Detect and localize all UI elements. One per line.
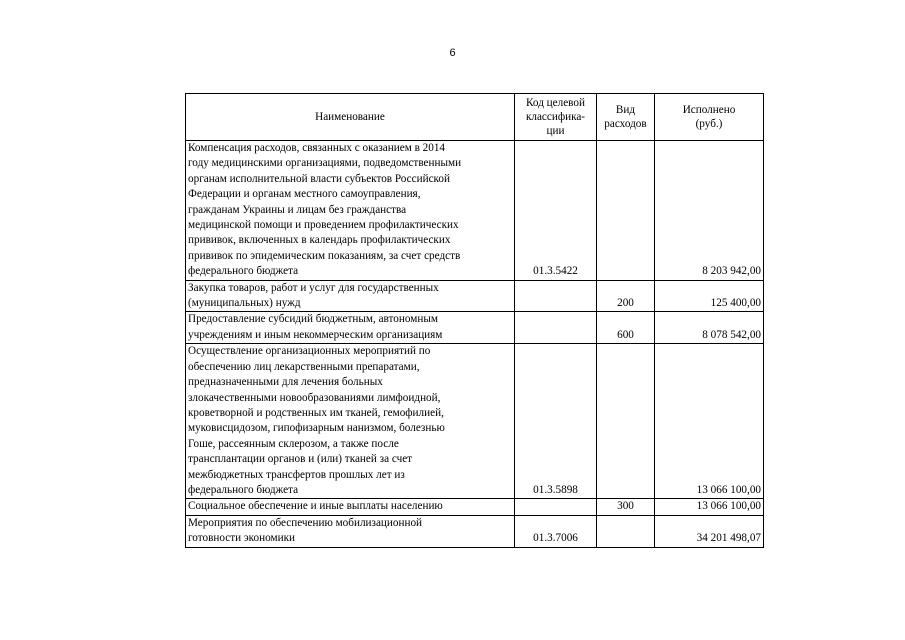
row-code: 01.3.7006 xyxy=(515,515,597,547)
row-name-line: Социальное обеспечение и иные выплаты населению xyxy=(188,500,443,513)
table-row xyxy=(186,280,764,312)
row-name-line: предназначенными для лечения больных xyxy=(188,376,383,389)
table-row xyxy=(186,344,764,499)
table-row xyxy=(186,499,764,515)
row-amount: 8 203 942,00 xyxy=(655,141,764,281)
header-amount-line: (руб.) xyxy=(695,118,723,130)
row-name-line: Осуществление организационных мероприятий по xyxy=(188,345,431,358)
row-type: 600 xyxy=(597,312,655,344)
row-name-line: Компенсация расходов, связанных с оказанием в 2014 xyxy=(188,142,446,154)
row-name-line: Предоставление субсидий бюджетным, автономным xyxy=(188,313,438,326)
header-code xyxy=(515,94,597,141)
row-name-line: гражданам Украины и лицам без гражданства xyxy=(188,203,407,216)
row-type xyxy=(597,344,655,499)
row-amount: 13 066 100,00 xyxy=(655,499,764,515)
row-code: 01.3.5898 xyxy=(515,344,597,499)
row-name-line: прививок, включенных в календарь профилактических xyxy=(188,234,451,247)
row-name-line: муковисцидозом, гипофизарным нанизмом, болезнью xyxy=(188,422,445,435)
row-code xyxy=(515,280,597,312)
row-code: 01.3.5422 xyxy=(515,141,597,281)
row-type: 200 xyxy=(597,280,655,312)
row-amount: 125 400,00 xyxy=(655,280,764,312)
row-name-line: прививок по эпидемическим показаниям, за счет средств xyxy=(188,249,461,262)
row-amount: 13 066 100,00 xyxy=(655,344,764,499)
row-name-line: медицинской помощи и проведением профилактических xyxy=(188,219,459,232)
budget-table xyxy=(185,93,764,548)
header-type xyxy=(597,94,655,141)
row-name xyxy=(186,344,515,499)
row-name xyxy=(186,499,515,515)
table-row xyxy=(186,141,764,281)
header-amount-line: Исполнено xyxy=(682,104,736,116)
table-row xyxy=(186,312,764,344)
row-code xyxy=(515,499,597,515)
header-code-line: ции xyxy=(546,125,565,137)
row-name xyxy=(186,141,515,281)
row-name-line: Закупка товаров, работ и услуг для государственных xyxy=(188,281,439,294)
row-amount: 8 078 542,00 xyxy=(655,312,764,344)
page-number: 6 xyxy=(449,47,456,59)
row-type xyxy=(597,141,655,281)
row-type: 300 xyxy=(597,499,655,515)
table-row xyxy=(186,515,764,547)
row-name-line: Федерации и органам местного самоуправления, xyxy=(188,188,421,201)
header-code-line: Код целевой xyxy=(526,97,585,109)
row-name-line: межбюджетных трансфертов прошлых лет из xyxy=(188,468,405,481)
row-name xyxy=(186,280,515,312)
row-name-line: (муниципальных) нужд xyxy=(188,297,301,310)
row-name xyxy=(186,515,515,547)
row-name-line: году медицинскими организациями, подведомственными xyxy=(188,157,462,170)
row-name-line: федерального бюджета xyxy=(188,483,299,496)
row-name-line: обеспечению лиц лекарственными препаратами, xyxy=(188,360,420,373)
row-type xyxy=(597,515,655,547)
row-name-line: учреждениям и иным некоммерческим организациям xyxy=(188,328,443,341)
header-code-line: классифика- xyxy=(525,111,586,123)
header-type-line: расходов xyxy=(604,118,647,130)
row-name-line: кроветворной и родственных им тканей, гемофилией, xyxy=(188,406,444,419)
header-type-line: Вид xyxy=(615,104,636,116)
header-name: Наименование xyxy=(186,94,515,141)
row-name-line: готовности экономики xyxy=(188,532,295,545)
row-name-line: злокачественными новообразованиями лимфоидной, xyxy=(188,391,441,404)
row-name-line: Гоше, рассеянным склерозом, а также после xyxy=(188,437,399,450)
row-name-line: трансплантации органов и (или) тканей за счет xyxy=(188,453,413,466)
row-amount: 34 201 498,07 xyxy=(655,515,764,547)
row-name-line: органам исполнительной власти субъектов Российской xyxy=(188,172,451,185)
row-code xyxy=(515,312,597,344)
header-amount xyxy=(655,94,764,141)
row-name-line: федерального бюджета xyxy=(188,265,299,278)
row-name-line: Мероприятия по обеспечению мобилизационной xyxy=(188,516,423,529)
table-header-row xyxy=(186,94,764,141)
row-name xyxy=(186,312,515,344)
